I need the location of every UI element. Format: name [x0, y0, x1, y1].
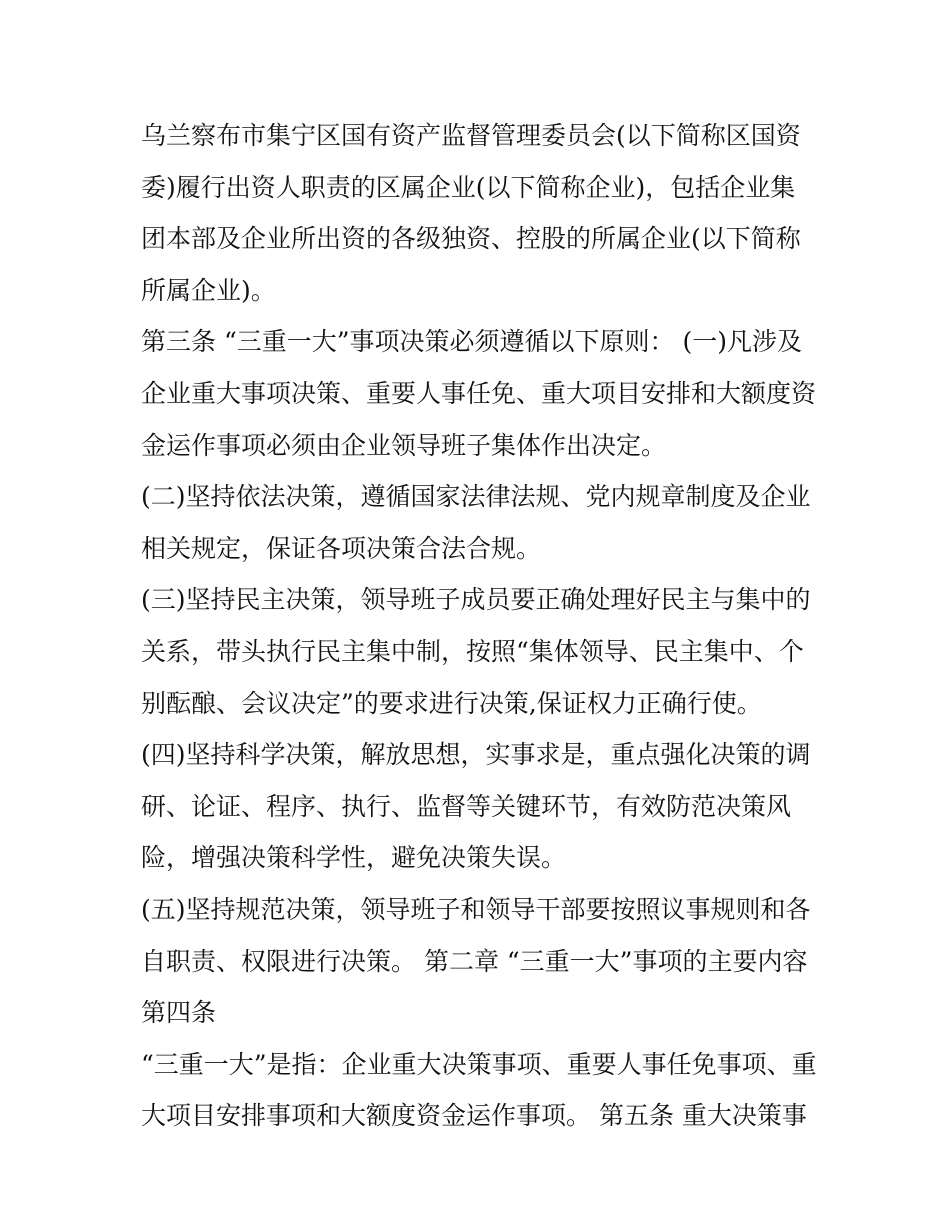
text-line: (三)坚持民主决策，领导班子成员要正确处理好民主与集中的 — [141, 585, 811, 615]
text-line: 企业重大事项决策、重要人事任免、重大项目安排和大额度资 — [141, 378, 817, 408]
text-line: 别酝酿、会议决定”的要求进行决策,保证权力正确行使。 — [141, 688, 762, 718]
text-line: 委)履行出资人职责的区属企业(以下简称企业)，包括企业集 — [141, 172, 796, 202]
text-line: 第四条 — [141, 998, 217, 1028]
text-line: 团本部及企业所出资的各级独资、控股的所属企业(以下简称 — [141, 224, 801, 254]
text-line: 金运作事项必须由企业领导班子集体作出决定。 — [141, 430, 667, 460]
text-line: 所属企业)。 — [141, 275, 276, 305]
text-line: 自职责、权限进行决策。 第二章 “三重一大”事项的主要内容 — [141, 946, 808, 976]
text-line: (四)坚持科学决策，解放思想，实事求是，重点强化决策的调 — [141, 740, 811, 770]
document-body — [141, 110, 831, 1142]
text-line: (五)坚持规范决策，领导班子和领导干部要按照议事规则和各 — [141, 894, 811, 924]
text-line: 险，增强决策科学性，避免决策失误。 — [141, 843, 567, 873]
text-line: (二)坚持依法决策，遵循国家法律法规、党内规章制度及企业 — [141, 482, 811, 512]
text-line: 相关规定，保证各项决策合法合规。 — [141, 533, 542, 563]
text-line: “三重一大”是指：企业重大决策事项、重要人事任免事项、重 — [141, 1049, 817, 1079]
text-line: 关系，带头执行民主集中制，按照“集体领导、民主集中、个 — [141, 636, 804, 666]
text-line: 研、论证、程序、执行、监督等关键环节，有效防范决策风 — [141, 791, 792, 821]
text-line: 第三条 “三重一大”事项决策必须遵循以下原则： (一)凡涉及 — [141, 327, 802, 357]
text-line: 乌兰察布市集宁区国有资产监督管理委员会(以下简称区国资 — [141, 121, 801, 150]
text-line: 大项目安排事项和大额度资金运作事项。 第五条 重大决策事 — [141, 1101, 807, 1131]
